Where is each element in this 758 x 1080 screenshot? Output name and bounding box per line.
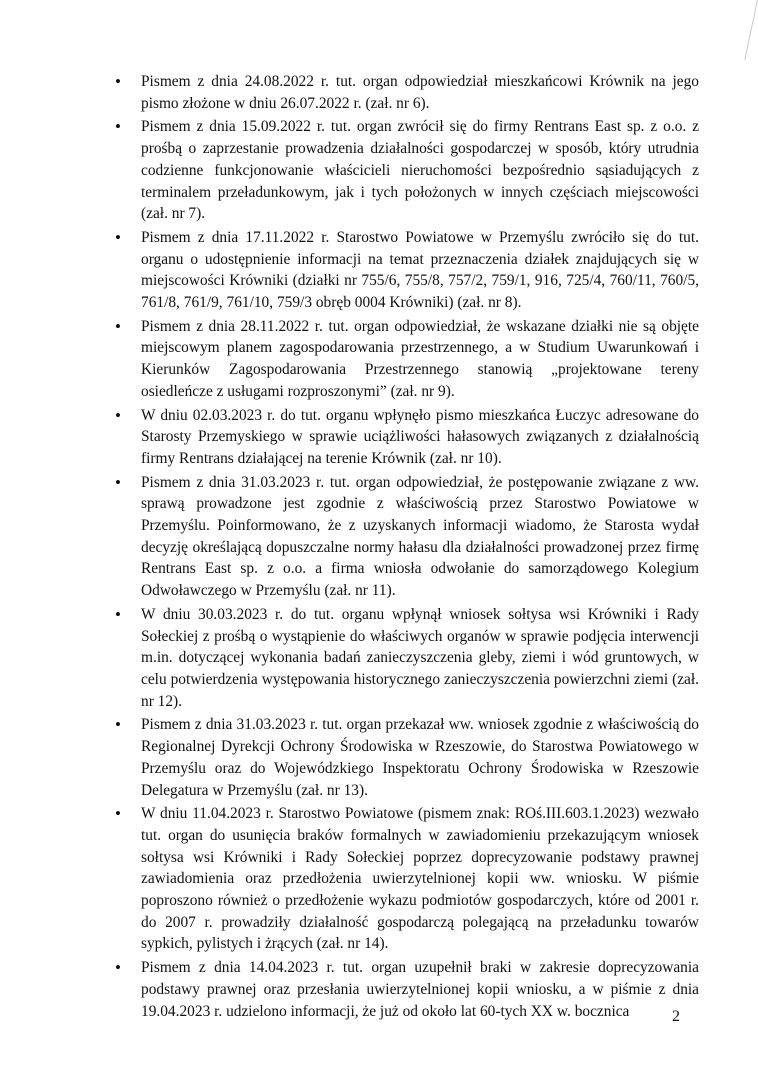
document-body <box>115 71 699 1024</box>
page-number: 2 <box>672 1008 680 1025</box>
bullet-list <box>115 71 699 1022</box>
list-item: • Pismem z dnia 15.09.2022 r. tut. organ zwrócił się do firmy Rentrans East sp. z o.o. z prośbą o zaprzestanie prowadzenia działalności gospodarczej w sposób, który utrudnia codzienne funkcjonowanie właścicieli nieruchomości bezpośrednio sąsiadujących z terminalem przeładunkowym, jak i tych położonych w innych częściach miejscowości (zał. nr 7). <box>115 116 699 225</box>
list-item: • Pismem z dnia 28.11.2022 r. tut. organ odpowiedział, że wskazane działki nie są objęte miejscowym planem zagospodarowania przestrzennego, a w Studium Uwarunkowań i Kierunków Zagospodarowania Przestrzennego stanowią „projektowane tereny osiedleńcze z usługami rozproszonymi” (zał. nr 9). <box>115 316 699 403</box>
list-item: • Pismem z dnia 31.03.2023 r. tut. organ odpowiedział, że postępowanie związane z ww. sprawą prowadzone jest zgodnie z właściwością przez Starostwo Powiatowe w Przemyślu. Poinformowano, że z uzyskanych informacji wiadomo, że Starosta wydał decyzję określającą dopuszczalne normy hałasu dla działalności prowadzonej przez firmę Rentrans East sp. z o.o. a firma wniosła odwołanie do samorządowego Kolegium Odwoławczego w Przemyślu (zał. nr 11). <box>115 472 699 602</box>
list-item: • W dniu 30.03.2023 r. do tut. organu wpłynął wniosek sołtysa wsi Krówniki i Rady Sołeckiej z prośbą o wystąpienie do właściwych organów w sprawie podjęcia interwencji m.in. dotyczącej wykonania badań zanieczyszczenia gleby, ziemi i wód gruntowych, w celu potwierdzenia występowania historycznego zanieczyszczenia powierzchni ziemi (zał. nr 12). <box>115 604 699 713</box>
list-item: • W dniu 11.04.2023 r. Starostwo Powiatowe (pismem znak: ROś.III.603.1.2023) wezwało tut. organ do usunięcia braków formalnych w zawiadomieniu przekazującym wniosek sołtysa wsi Krówniki i Rady Sołeckiej poprzez doprecyzowanie podstawy prawnej zawiadomienia oraz przedłożenia uwierzytelnionej kopii ww. wniosku. W piśmie poproszono również o przedłożenie wykazu podmiotów gospodarczych, które od 2001 r. do 2007 r. prowadziły działalność gospodarczą polegającą na przeładunku towarów sypkich, pylistych i żrących (zał. nr 14). <box>115 803 699 955</box>
list-item: • Pismem z dnia 17.11.2022 r. Starostwo Powiatowe w Przemyślu zwróciło się do tut. organu o udostępnienie informacji na temat przeznaczenia działek znajdujących się w miejscowości Krówniki (działki nr 755/6, 755/8, 757/2, 759/1, 916, 725/4, 760/11, 760/5, 761/8, 761/9, 761/10, 759/3 obręb 0004 Krówniki) (zał. nr 8). <box>115 227 699 314</box>
list-item: • W dniu 02.03.2023 r. do tut. organu wpłynęło pismo mieszkańca Łuczyc adresowane do Starosty Przemyskiego w sprawie uciążliwości hałasowych związanych z działalnością firmy Rentrans działającej na terenie Krównik (zał. nr 10). <box>115 405 699 470</box>
list-item: • Pismem z dnia 24.08.2022 r. tut. organ odpowiedział mieszkańcowi Krównik na jego pismo złożone w dniu 26.07.2022 r. (zał. nr 6). <box>115 71 699 114</box>
list-item: • Pismem z dnia 14.04.2023 r. tut. organ uzupełnił braki w zakresie doprecyzowania podstawy prawnej oraz przesłania uwierzytelnionej kopii wniosku, a w piśmie z dnia 19.04.2023 r. udzielono informacji, że już od około lat 60-tych XX w. bocznica <box>115 957 699 1022</box>
page-corner-edge <box>714 0 758 60</box>
list-item: • Pismem z dnia 31.03.2023 r. tut. organ przekazał ww. wniosek zgodnie z właściwością do Regionalnej Dyrekcji Ochrony Środowiska w Rzeszowie, do Starostwa Powiatowego w Przemyślu oraz do Wojewódzkiego Inspektoratu Ochrony Środowiska w Rzeszowie Delegatura w Przemyślu (zał. nr 13). <box>115 714 699 801</box>
